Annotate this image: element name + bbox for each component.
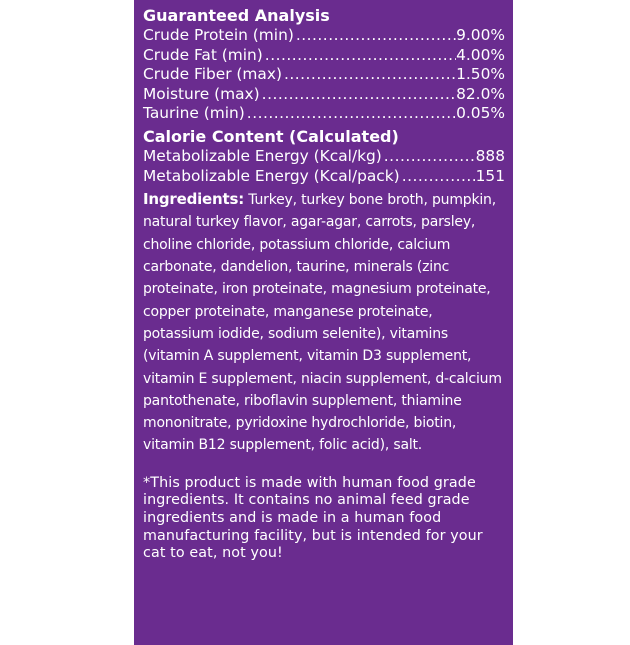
leader-dots <box>400 167 476 187</box>
ingredients-block <box>143 188 505 457</box>
calorie-content-title: Calorie Content (Calculated) <box>143 126 399 146</box>
calorie-row-label: Metabolizable Energy (Kcal/kg) <box>143 146 382 165</box>
analysis-row <box>143 85 505 105</box>
analysis-row <box>143 26 505 46</box>
calorie-row <box>143 167 505 187</box>
guaranteed-analysis-title: Guaranteed Analysis <box>143 6 330 25</box>
leader-dots <box>282 65 456 85</box>
analysis-row-value: 9.00% <box>456 26 505 44</box>
analysis-row <box>143 104 505 124</box>
leader-dots <box>263 46 456 66</box>
leader-dots <box>294 26 456 46</box>
analysis-row-value: 82.0% <box>456 84 505 103</box>
analysis-row-label: Crude Fiber (max) <box>143 65 282 84</box>
analysis-row-label: Crude Fat (min) <box>143 45 263 64</box>
footnote: *This product is made with human food grade ingredients. It contains no animal feed grade ingredients and is made in a human food manufacturing facility, but is intended for your cat to eat, not you! <box>143 474 483 562</box>
ingredients-label: Ingredients: <box>143 190 244 209</box>
analysis-row-label: Taurine (min) <box>143 104 245 123</box>
analysis-row-label: Crude Protein (min) <box>143 26 294 44</box>
analysis-row <box>143 46 505 66</box>
analysis-row-value: 4.00% <box>456 45 505 64</box>
ingredients-text: Turkey, turkey bone broth, pumpkin, natural turkey flavor, agar-agar, carrots, parsley, choline chloride, potassium chloride, calcium carbonate, dandelion, taurine, minerals (zinc proteinate, iron proteinate, magnesium proteinate, copper proteinate, manganese proteinate, potassium iodide, sodium selenite), vitamins (vitamin A supplement, vitamin D3 supplement, vitamin E supplement, niacin supplement, d-calcium pantothenate, riboflavin supplement, thiamine mononitrate, pyridoxine hydrochloride, biotin, vitamin B12 supplement, folic acid), salt. <box>143 192 502 454</box>
analysis-row-value: 0.05% <box>456 104 505 123</box>
calorie-row-value: 151 <box>475 166 505 185</box>
calorie-row <box>143 147 505 167</box>
analysis-row <box>143 65 505 85</box>
analysis-row-label: Moisture (max) <box>143 84 260 103</box>
calorie-row-value: 888 <box>475 146 505 165</box>
nutrition-label-panel <box>134 0 513 645</box>
leader-dots <box>260 85 456 105</box>
analysis-row-value: 1.50% <box>456 65 505 84</box>
leader-dots <box>245 104 456 124</box>
calorie-row-label: Metabolizable Energy (Kcal/pack) <box>143 166 400 185</box>
leader-dots <box>382 147 476 167</box>
